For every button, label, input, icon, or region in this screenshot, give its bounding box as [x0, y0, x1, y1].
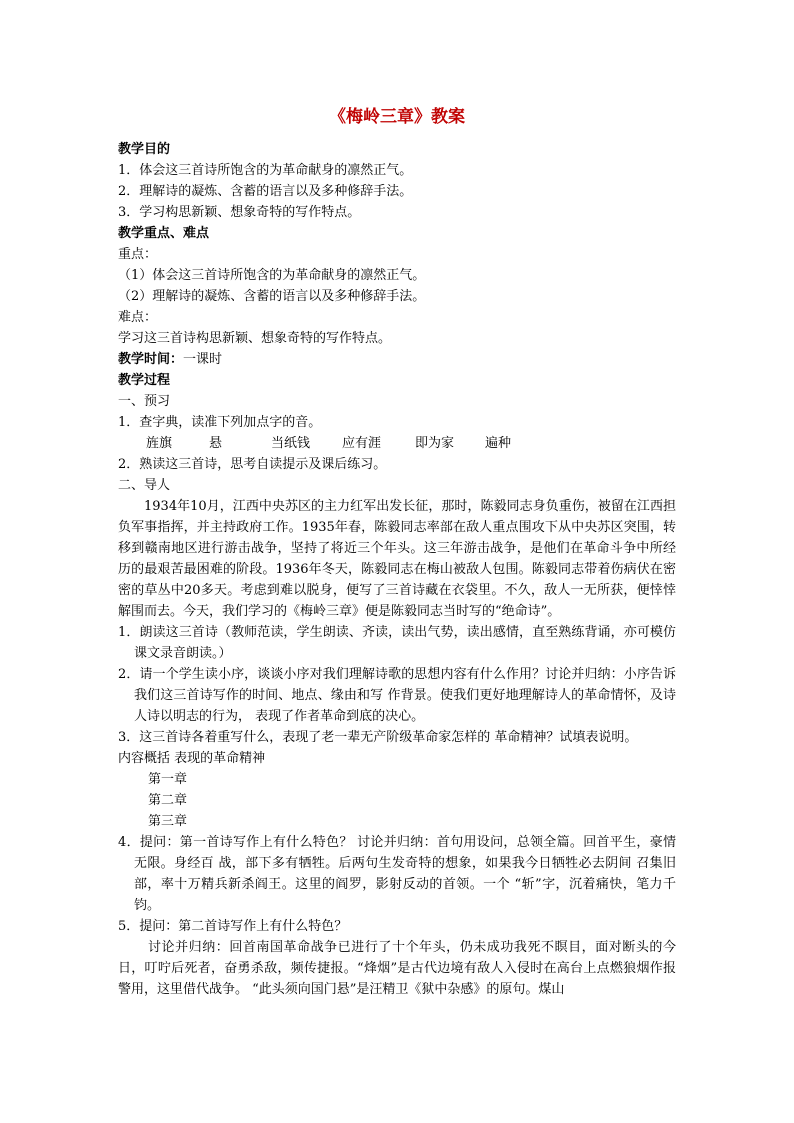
aim-item: 3．学习构思新颖、想象奇特的写作特点。 — [118, 205, 361, 220]
process-heading: 教学过程 — [118, 373, 171, 388]
key-label: 重点： — [118, 247, 158, 262]
step-answer: 讨论并归纳：回首南国革命战争已进行了十个年头，仍未成功我死不瞑目，面对断头的今日，叮咛后死者，奋勇杀敌，频传捷报。“烽烟”是古代边境有敌人入侵时在高台上点燃狼烟作报警用，这里借代战争。 “此头须向国门悬”是汪精卫《狱中杂感》的原句。煤山 — [118, 940, 676, 997]
key-heading: 教学重点、难点 — [118, 226, 210, 241]
document-body — [118, 139, 676, 1000]
table-row: 第一章 — [148, 772, 188, 787]
aims-heading: 教学目的 — [118, 142, 171, 157]
table-row: 第二章 — [148, 793, 188, 808]
table-row: 第三章 — [148, 814, 188, 829]
preview-word-list — [118, 433, 676, 454]
preview-heading: 一、预习 — [118, 394, 171, 409]
key-point: （2）理解诗的凝炼、含蓄的语言以及多种修辞手法。 — [118, 289, 426, 304]
aim-item: 1．体会这三首诗所饱含的为革命献身的凛然正气。 — [118, 163, 413, 178]
difficulty-label: 难点： — [118, 310, 158, 325]
preview-word: 遍种 — [485, 436, 512, 451]
intro-paragraph: 1934年10月，江西中央苏区的主力红军出发长征，那时，陈毅同志身负重伤，被留在江西担负军事指挥，并主持政府工作。1935年春，陈毅同志率部在敌人重点围攻下从中央苏区突围，转移到赣南地区进行游击战争，坚持了将近三个年头。这三年游击战争，是他们在革命斗争中所经历的最艰苦最困难的阶段。1936年冬天，陈毅同志在梅山被敌人包围。陈毅同志带着伤病伏在密密的草丛中20多天。考虑到难以脱身，便写了三首诗藏在衣袋里。不久，敌人一无所获，便悻悻解围而去。今天，我们学习的《梅岭三章》便是陈毅同志当时写的“绝命诗”。 — [118, 499, 676, 619]
preview-word: 当纸钱 — [271, 436, 311, 451]
key-point: （1）体会这三首诗所饱含的为革命献身的凛然正气。 — [118, 268, 426, 283]
step-item: 1．朗读这三首诗（教师范读，学生朗读、齐读，读出气势，读出感情，直至熟练背诵，亦可模仿课文录音朗读。） — [118, 625, 676, 661]
preview-word: 旌旗 — [146, 436, 173, 451]
preview-word: 悬 — [209, 436, 223, 451]
time-label: 教学时间： — [118, 352, 184, 367]
time-value: 一课时 — [183, 352, 223, 367]
step-item: 4．提问：第一首诗写作上有什么特色？ 讨论并归纳：首句用设问，总领全篇。回首平生，豪情无限。身经百 战，部下多有牺牲。后两句生发奇特的想象，如果我今日牺牲必去阴间 召集旧部，率十万精兵新杀阎王。这里的阎罗，影射反动的首领。一个 “斩”字，沉着痛快，笔力千钧。 — [118, 835, 676, 913]
teaching-time — [118, 349, 676, 370]
preview-item: 2．熟读这三首诗，思考自读提示及课后练习。 — [118, 457, 387, 472]
step-item: 2．请一个学生读小序，谈谈小序对我们理解诗歌的思想内容有什么作用？讨论并归纳：小序告诉我们这三首诗写作的时间、地点、缘由和写 作背景。使我们更好地理解诗人的革命情怀，及诗人诗以明志的行为， 表现了作者革命到底的决心。 — [118, 667, 676, 724]
step-item: 5．提问：第二首诗写作上有什么特色？ — [118, 919, 348, 934]
step-item: 3．这三首诗各着重写什么，表现了老一辈无产阶级革命家怎样的 革命精神？试填表说明。 — [118, 730, 638, 745]
preview-word: 即为家 — [415, 436, 455, 451]
document-title: 《梅岭三章》教案 — [329, 107, 465, 127]
preview-item: 1．查字典，读准下列加点字的音。 — [118, 415, 322, 430]
table-header: 内容概括 表现的革命精神 — [118, 751, 266, 766]
difficulty-text: 学习这三首诗构思新颖、想象奇特的写作特点。 — [118, 331, 392, 346]
intro-heading: 二、导人 — [118, 478, 171, 493]
preview-word: 应有涯 — [342, 436, 382, 451]
aim-item: 2．理解诗的凝炼、含蓄的语言以及多种修辞手法。 — [118, 184, 413, 199]
